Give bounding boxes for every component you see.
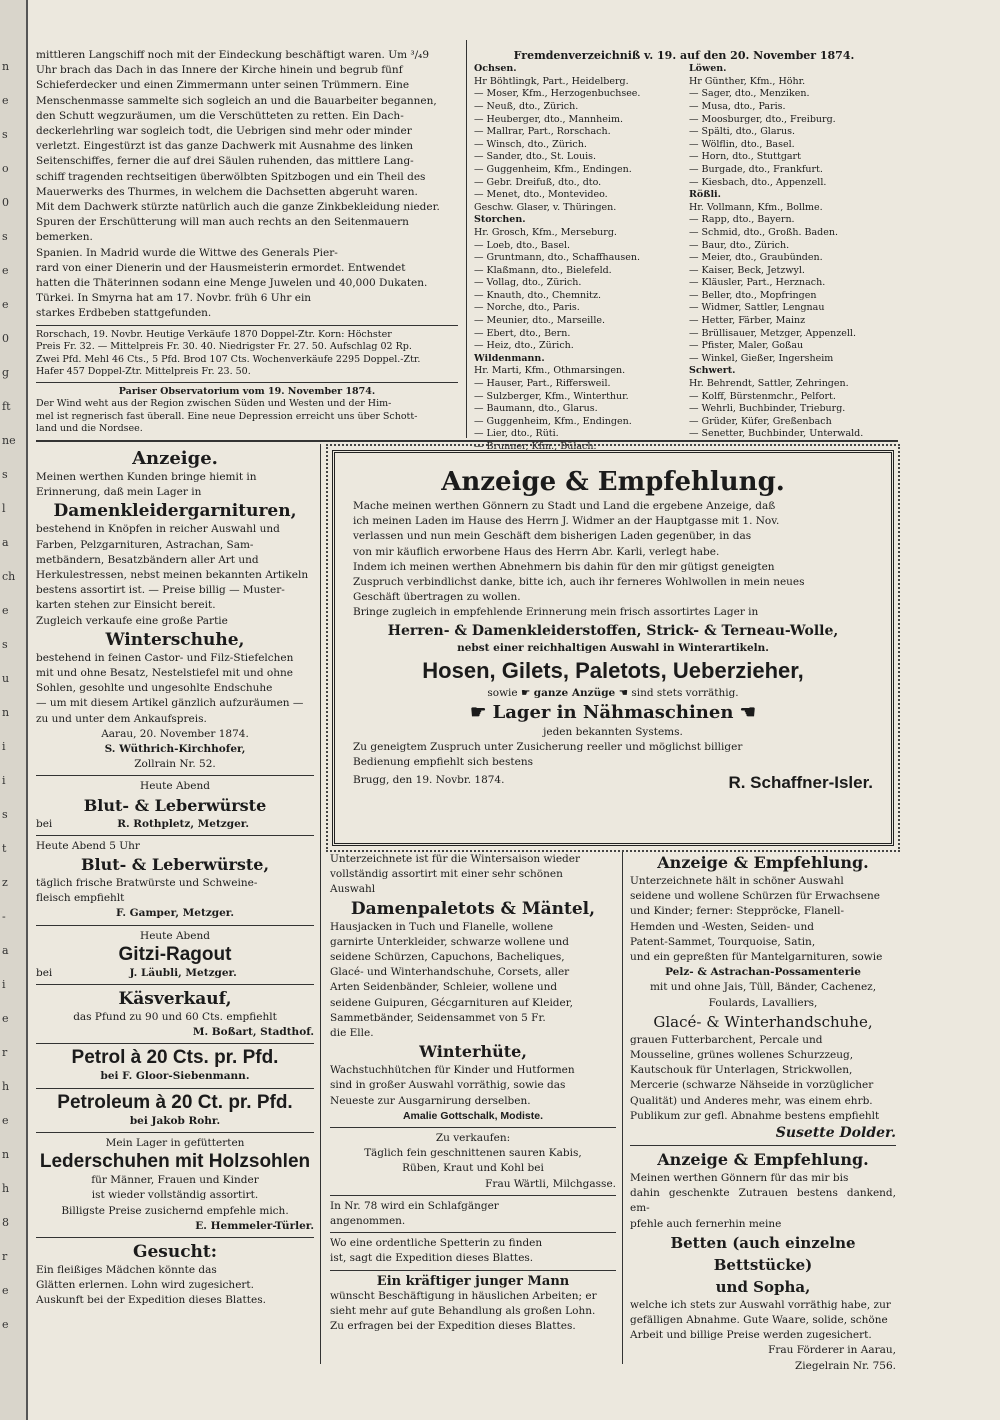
hotel-wildenmann-list (474, 365, 679, 453)
text-line: für Männer, Frauen und Kinder (91, 1174, 259, 1187)
text-line: — Burgade, dto., Frankfurt. (689, 163, 823, 175)
ad4-bei: bei (36, 966, 53, 979)
gottschalk-intro (330, 852, 616, 898)
text-line: Qualität) und Anderes mehr, was einem ehrb. (630, 1094, 873, 1107)
margin-character: i (2, 774, 6, 787)
framed-ad-head1: Herren- & Damenkleiderstoffen, Strick- & Terneau-Wolle, (387, 622, 839, 639)
text-line: Hemden und -Westen, Seiden- und (630, 920, 814, 933)
text-line: — Neuß, dto., Zürich. (474, 100, 579, 112)
text-line: Zu erfragen bei der Expedition dieses Blattes. (330, 1320, 576, 1333)
text-line: zu und unter dem Ankaufspreis. (36, 712, 207, 725)
text-line: — Knauth, dto., Chemnitz. (474, 289, 602, 301)
text-line: Türkei. In Smyrna hat am 17. Novbr. früh 6 Uhr ein (36, 292, 312, 305)
gottschalk-text-2 (330, 1063, 616, 1109)
text-line: ist wieder vollständig assortirt. (91, 1189, 259, 1202)
margin-character: r (2, 1046, 8, 1059)
ad7-head: Petroleum à 20 Ct. pr. Pfd. (57, 1091, 293, 1113)
text-line: Der Wind weht aus der Region zwischen Süden und Westen und der Him- (36, 398, 392, 410)
ad-damenkleider-head: Damenkleidergarnituren, (53, 501, 297, 522)
text-line: und ein gepreßten für Mantelgarnituren, sowie (630, 951, 883, 964)
margin-character: ch (2, 570, 16, 583)
framed-ad-title: Anzeige & Empfehlung. (441, 467, 785, 497)
ads-column-middle (330, 852, 616, 1364)
text-line: — Hetter, Färber, Mainz (689, 315, 806, 327)
text-line: ich meinen Laden im Hause des Herrn J. Widmer an der Hauptgasse mit 1. Nov. (353, 515, 780, 528)
foerderer-text (630, 1171, 896, 1232)
ad9-text (36, 1263, 314, 1309)
left-page-margin (0, 0, 28, 1420)
text-line: Sammetbänder, Seidensammet von 5 Fr. (330, 1011, 546, 1024)
text-line: Mercerie (schwarze Nähseide in vorzüglicher (630, 1079, 874, 1092)
text-line: Auswahl (330, 883, 376, 896)
text-line: — Guggenheim, Kfm., Endingen. (474, 415, 632, 427)
text-line: Indem ich meinen werthen Abnehmern bis dahin für den mir gütigst geneigten (353, 560, 775, 573)
pointing-hand-icon: ☛ (520, 686, 531, 699)
framed-ad-schaffner (332, 450, 894, 846)
framed-ad-head2: Hosen, Gilets, Paletots, Ueberzieher, (422, 657, 804, 683)
ads-column-left (36, 446, 314, 1366)
margin-character: s (2, 128, 8, 141)
margin-character: l (2, 502, 6, 515)
text-line: Auskunft bei der Expedition dieses Blattes. (36, 1294, 266, 1307)
framed-ad-place: Brugg, den 19. Novbr. 1874. (353, 773, 505, 786)
ad5-line: das Pfund zu 90 und 60 Cts. empfiehlt (73, 1011, 277, 1024)
text-line: Unterzeichnete ist für die Wintersaison wieder (330, 853, 581, 865)
text-line: Mousseline, grünes wollenes Schurzzeug, (630, 1049, 854, 1062)
text-line: Täglich fein geschnittenen sauren Kabis, (364, 1147, 582, 1160)
text-line: Billigste Preise zusichernd empfehle mich. (61, 1204, 289, 1217)
ad5-head: Käsverkauf, (118, 989, 232, 1010)
margin-character: 0 (2, 332, 9, 345)
margin-character: t (2, 842, 7, 855)
verkaufen-title: Zu verkaufen: (435, 1132, 511, 1145)
text-line: Rorschach, 19. Novbr. Heutige Verkäufe 1870 Doppel-Ztr. Korn: Höchster (36, 328, 392, 340)
foerderer-signature: Frau Förderer in Aarau, (768, 1344, 896, 1357)
text-line: Hr Günther, Kfm., Höhr. (689, 75, 806, 87)
foerderer-title: Anzeige & Empfehlung. (657, 1150, 869, 1170)
schlafgaenger-text (330, 1199, 616, 1229)
text-line: — Grüder, Küfer, Greßenbach (689, 415, 832, 427)
gottschalk-head2: Winterhüte, (419, 1042, 527, 1062)
text-line: — Musa, dto., Paris. (689, 100, 786, 112)
dolder-text (630, 874, 896, 965)
text-line: Preis Fr. 32. — Mittelpreis Fr. 30. 40. Niedrigster Fr. 27. 50. Aufschlag 02 Rp. (36, 341, 412, 353)
text-line: die Elle. (330, 1027, 374, 1040)
text-line: Meinen werthen Kunden bringe hiemit in (36, 471, 257, 483)
framed-ad-text-2 (353, 740, 873, 770)
text-line: Arbeit und billige Preise werden zugesichert. (630, 1329, 872, 1342)
text-line: In Nr. 78 wird ein Schlafgänger (330, 1199, 499, 1212)
margin-character: h (2, 1182, 10, 1195)
text-line: — Wölflin, dto., Basel. (689, 138, 795, 150)
margin-character: i (2, 978, 6, 991)
text-line: Erinnerung, daß mein Lager in (36, 486, 202, 499)
text-line: rard von einer Dienerin und der Hausmeisterin ermordet. Entwendet (36, 261, 406, 274)
guest-list-title: Fremdenverzeichniß v. 19. auf den 20. November 1874. (513, 49, 855, 62)
text-line: — Ebert, dto., Bern. (474, 327, 571, 339)
ad2-signature: R. Rothpletz, Metzger. (117, 817, 250, 830)
junger-mann-title: Ein kräftiger junger Mann (376, 1273, 570, 1289)
text-line: Zuspruch verbindlichst danke, bitte ich, auch ihr ferneres Wohlwollen in mein neues (353, 576, 805, 589)
text-line: vollständig assortirt mit einer sehr schönen (330, 868, 563, 881)
text-line: — Rapp, dto., Bayern. (689, 214, 795, 226)
ad-anzeige-address: Zollrain Nr. 52. (134, 758, 216, 771)
verkaufen-text (330, 1146, 616, 1176)
text-line: — Pfister, Maler, Goßau (689, 340, 804, 352)
hotel-schwert-list (689, 378, 894, 441)
text-line: Publikum zur gefl. Abnahme bestens empfiehlt (630, 1109, 880, 1122)
text-line: wünscht Beschäftigung in häuslichen Arbeiten; er (330, 1289, 597, 1302)
ad2-top: Heute Abend (140, 780, 210, 793)
text-line: — Baur, dto., Zürich. (689, 239, 790, 251)
margin-character: e (2, 604, 9, 617)
text-line: Patent-Sammet, Tourquoise, Satin, (630, 935, 816, 948)
text-line: — Lier, dto., Rüti. (474, 428, 559, 440)
text-line: — Vollag, dto., Zürich. (474, 277, 582, 289)
text-line: Uhr brach das Dach in das Innere der Kirche hinein und begrub fünf (36, 64, 403, 77)
text-line: gefälligen Abnahme. Gute Waare, solide, schöne (630, 1314, 888, 1327)
text-line: — Brüllisauer, Metzger, Appenzell. (689, 327, 856, 339)
text-line: — Winsch, dto., Zürich. (474, 138, 587, 150)
text-line: — Baumann, dto., Glarus. (474, 403, 598, 415)
hotel-ochsen-title: Ochsen. (474, 63, 517, 75)
text-line: Spuren der Erschütterung will man auch rechts an den Seitenmauern (36, 216, 409, 229)
text-line: — Loeb, dto., Basel. (474, 239, 571, 251)
foerderer-text-2 (630, 1298, 896, 1344)
text-line: Spanien. In Madrid wurde die Wittwe des Generals Pier- (36, 246, 338, 259)
hotel-schwert-title: Schwert. (689, 365, 736, 377)
text-line: seidene Guipuren, Gécgarnituren auf Kleider, (330, 996, 573, 1009)
hotel-ochsen-list (474, 76, 679, 215)
text-line: Menschenmasse sammelte sich sogleich an und die Bauarbeiter begannen, (36, 94, 437, 107)
text-line: starkes Erdbeben stattgefunden. (36, 307, 212, 320)
ad3-signature: F. Gamper, Metzger. (115, 907, 235, 920)
text-line: mel ist regnerisch fast überall. Eine neue Depression erreicht uns über Schott- (36, 410, 418, 422)
text-line: Sohlen, gesohlte und ungesohlte Endschuhe (36, 682, 273, 695)
text-line: verlassen und nun mein Geschäft dem bisherigen Laden gegenüber, in das (353, 530, 752, 543)
ad4-top: Heute Abend (140, 929, 210, 942)
text-line: Foulards, Lavalliers, (708, 996, 818, 1009)
text-line: Wo eine ordentliche Spetterin zu finden (330, 1237, 543, 1250)
text-line: Zwei Pfd. Mehl 46 Cts., 5 Pfd. Brod 107 Cts. Wochenverkäufe 2295 Doppel.-Ztr. (36, 353, 421, 365)
text-line: Hr. Grosch, Kfm., Merseburg. (474, 226, 617, 238)
text-line: pfehle auch fernerhin meine (630, 1217, 782, 1230)
text-line: sieht mehr auf gute Behandlung als großen Lohn. (330, 1305, 596, 1318)
dolder-head2: Glacé- & Winterhandschuhe, (653, 1012, 873, 1031)
market-report (36, 329, 458, 379)
text-line: — Heuberger, dto., Mannheim. (474, 113, 623, 125)
margin-character: n (2, 60, 10, 73)
margin-character: u (2, 672, 10, 685)
text-line: bemerken. (36, 231, 93, 244)
foerderer-address: Ziegelrain Nr. 756. (794, 1359, 896, 1372)
ad-anzeige-text-3 (36, 651, 314, 727)
dolder-signature: Susette Dolder. (775, 1125, 896, 1142)
text-line: Hr Böhtlingk, Part., Heidelberg. (474, 75, 629, 87)
text-line: — Wehrli, Buchbinder, Trieburg. (689, 403, 846, 415)
text-line: dahin geschenkte Zutrauen bestens dankend, em- (630, 1187, 896, 1215)
text-line: mit und ohne Jais, Tüll, Bänder, Cachenez, (649, 981, 877, 994)
text-line: Farben, Pelzgarnituren, Astrachan, Sam- (36, 538, 254, 551)
text-line: Hr. Vollmann, Kfm., Bollme. (689, 201, 823, 213)
text-line: — Klaßmann, dto., Bielefeld. (474, 264, 612, 276)
text-line: Glacé- und Winterhandschuhe, Corsets, aller (330, 966, 570, 979)
text-line: Glätten erlernen. Lohn wird zugesichert. (36, 1279, 254, 1292)
text-line: Zugleich verkaufe eine große Partie (36, 614, 228, 627)
margin-character: e (2, 94, 9, 107)
text-line: — Norche, dto., Paris. (474, 302, 580, 314)
pointing-hand-icon: ☚ (618, 686, 628, 699)
text-line: — Meier, dto., Graubünden. (689, 252, 823, 264)
text-line: — Kiesbach, dto., Appenzell. (689, 176, 827, 188)
guest-list (474, 48, 894, 454)
hotel-loewen-list (689, 76, 894, 189)
ad-winterschuhe-head: Winterschuhe, (105, 629, 245, 650)
ad8-signature: E. Hemmeler-Türler. (195, 1219, 314, 1232)
ad7-signature: bei Jakob Rohr. (129, 1114, 221, 1127)
hotel-wildenmann-title: Wildenmann. (474, 352, 545, 364)
text-line: — um mit diesem Artikel gänzlich aufzuräumen — (36, 697, 304, 710)
verkaufen-signature: Frau Wärtli, Milchgasse. (485, 1177, 616, 1190)
text-line: — Sander, dto., St. Louis. (474, 151, 597, 163)
margin-character: 0 (2, 196, 9, 209)
ad-anzeige-text (36, 470, 314, 500)
pointing-hand-icon: ☚ (733, 702, 756, 724)
text-line: verletzt. Eingestürzt ist das ganze Dachwerk mit Ausnahme des linken (36, 140, 414, 153)
text-line: hatten die Thäterinnen sodann eine Menge Juwelen und 40,000 Dukaten. (36, 277, 428, 290)
text-line: Unterzeichnete hält in schöner Auswahl (630, 875, 844, 887)
text-line: — Moosburger, dto., Freiburg. (689, 113, 836, 125)
dolder-head: Pelz- & Astrachan-Possamenterie (665, 966, 861, 979)
text-line: mit und ohne Besatz, Nestelstiefel mit und ohne (36, 667, 293, 680)
text-line: — Menet, dto., Montevideo. (474, 189, 608, 201)
text-line: Arten Seidenbänder, Schleier, wollene und (330, 981, 558, 994)
text-line: seidene und wollene Schürzen für Erwachsene (630, 890, 880, 903)
framed-ad-line3c: sind stets vorräthig. (631, 686, 739, 699)
margin-character: e (2, 1318, 9, 1331)
text-line: täglich frische Bratwürste und Schweine- (36, 877, 258, 890)
text-line: karten stehen zur Einsicht bereit. (36, 599, 216, 612)
text-line: — Kolff, Bürstenmchr., Pelfort. (689, 390, 836, 402)
framed-ad-line2: nebst einer reichhaltigen Auswahl in Winterartikeln. (457, 641, 769, 654)
dolder-title: Anzeige & Empfehlung. (657, 853, 869, 872)
framed-ad-head3: Lager in Nähmaschinen (492, 702, 734, 724)
margin-character: n (2, 1148, 10, 1161)
text-line: metbändern, Besatzbändern aller Art und (36, 553, 259, 566)
text-line: garnirte Unterkleider, schwarze wollene und (330, 935, 569, 948)
text-line: — Heiz, dto., Zürich. (474, 340, 574, 352)
margin-character: e (2, 1114, 9, 1127)
text-line: schiff tragenden rechtseitigen überwölbten Spitzbogen und ein Theil des (36, 170, 426, 183)
gottschalk-text (330, 920, 616, 1042)
ad2-head: Blut- & Leberwürste (83, 795, 267, 815)
margin-character: i (2, 740, 6, 753)
hotel-roessli-title: Rößli. (689, 189, 721, 201)
margin-character: s (2, 230, 8, 243)
text-line: sind in großer Auswahl vorräthig, sowie das (330, 1079, 566, 1092)
text-line: Mache meinen werthen Gönnern zu Stadt und Land die ergebene Anzeige, daß (353, 500, 776, 512)
text-line: — Gebr. Dreifuß, dto., dto. (474, 176, 602, 188)
text-line: ist, sagt die Expedition dieses Blattes. (330, 1252, 534, 1265)
margin-character: e (2, 264, 9, 277)
junger-mann-text (330, 1289, 616, 1335)
margin-character: e (2, 298, 9, 311)
dolder-text-3 (630, 1033, 896, 1124)
text-line: — Beller, dto., Mopfringen (689, 289, 817, 301)
margin-character: h (2, 1080, 10, 1093)
margin-character: r (2, 1250, 8, 1263)
text-line: — Guggenheim, Kfm., Endingen. (474, 163, 632, 175)
text-line: fleisch empfiehlt (36, 892, 125, 905)
text-line: — Sager, dto., Menziken. (689, 88, 810, 100)
text-line: Hr. Behrendt, Sattler, Zehringen. (689, 378, 849, 390)
text-line: angenommen. (330, 1215, 406, 1228)
margin-character: o (2, 162, 9, 175)
text-line: — Meunier, dto., Marseille. (474, 315, 606, 327)
ad4-head: Gitzi-Ragout (118, 943, 232, 965)
dolder-text-2 (630, 980, 896, 1010)
text-line: land und die Nordsee. (36, 423, 143, 435)
margin-character: s (2, 638, 8, 651)
text-line: — Kläusler, Part., Herznach. (689, 277, 826, 289)
margin-character: z (2, 876, 8, 889)
margin-character: ne (2, 434, 16, 447)
text-line: — Senetter, Buchbinder, Unterwald. (689, 428, 864, 440)
text-line: Kautschouk für Unterlagen, Strickwollen, (630, 1064, 853, 1077)
text-line: seidene Schürzen, Capuchons, Bacheliques, (330, 951, 565, 964)
text-line: Hausjacken in Tuch und Flanelle, wollene (330, 920, 554, 933)
ad-anzeige-signature: S. Wüthrich-Kirchhofer, (104, 743, 246, 756)
ad8-top: Mein Lager in gefütterten (105, 1136, 245, 1149)
text-line: — Sulzberger, Kfm., Winterthur. (474, 390, 629, 402)
ad8-head: Lederschuhen mit Holzsohlen (39, 1151, 311, 1173)
text-line: grauen Futterbarchent, Percale und (630, 1033, 823, 1046)
text-line: Seitenschiffes, ferner die auf drei Säulen ruhenden, das mittlere Lang- (36, 155, 414, 168)
hotel-storchen-list (474, 227, 679, 353)
ad9-head: Gesucht: (132, 1241, 218, 1262)
ads-column-right (630, 852, 896, 1372)
text-line: — Widmer, Sattler, Lengnau (689, 302, 825, 314)
ad3-top: Heute Abend 5 Uhr (36, 839, 140, 852)
gottschalk-signature: Amalie Gottschalk, Modiste. (402, 1109, 544, 1122)
margin-character: n (2, 706, 10, 719)
hotel-roessli-list (689, 202, 894, 366)
text-line: Bringe zugleich in empfehlende Erinnerung mein frisch assortirtes Lager in (353, 606, 759, 619)
text-line: Bedienung empfiehlt sich bestens (353, 756, 533, 769)
gottschalk-head: Damenpaletots & Mäntel, (350, 898, 596, 919)
text-line: — Spälti, dto., Glarus. (689, 126, 796, 138)
margin-character: e (2, 1012, 9, 1025)
ad3-head: Blut- & Leberwürste, (80, 855, 270, 875)
margin-character: ft (2, 400, 11, 413)
text-line: Mauerwerks des Thurmes, in welchem die Dachsetten abgeruht waren. (36, 185, 418, 198)
news-column (36, 48, 458, 436)
text-line: Rüben, Kraut und Kohl bei (402, 1162, 544, 1175)
spetterin-text (330, 1236, 616, 1266)
column-divider (622, 850, 623, 1364)
ad6-signature: bei F. Gloor-Siebenmann. (100, 1070, 250, 1083)
framed-ad-text (353, 499, 873, 621)
ad-anzeige-place: Aarau, 20. November 1874. (101, 727, 249, 740)
text-line: Meinen werthen Gönnern für das mir bis (630, 1172, 849, 1185)
text-line: Wachstuchhütchen für Kinder und Hutformen (330, 1064, 575, 1077)
margin-character: a (2, 944, 9, 957)
ad8-text (36, 1173, 314, 1219)
foerderer-head2: und Sopha, (715, 1277, 811, 1296)
text-line: — Hauser, Part., Riffersweil. (474, 378, 611, 390)
text-line: von mir käuflich erworbene Haus des Herrn Abr. Karli, verlegt habe. (353, 545, 720, 558)
ad2-bei: bei (36, 817, 53, 830)
pointing-hand-icon: ☛ (470, 702, 493, 724)
text-line: Geschw. Glaser, v. Thüringen. (474, 201, 617, 213)
weather-title: Pariser Observatorium vom 19. November 1874. (118, 385, 376, 397)
ad5-signature: M. Boßart, Stadthof. (192, 1026, 314, 1039)
text-line: bestehend in Knöpfen in reicher Auswahl und (36, 523, 280, 536)
text-line: — Gruntmann, dto., Schaffhausen. (474, 252, 641, 264)
margin-character: - (2, 910, 6, 923)
text-line: Ein fleißiges Mädchen könnte das (36, 1263, 217, 1276)
text-line: Schieferdecker und einen Zimmermann unter seinen Trümmern. Eine (36, 79, 410, 92)
framed-ad-line3a: sowie (487, 686, 518, 699)
text-line: Hafer 457 Doppel-Ztr. Mittelpreis Fr. 23. 50. (36, 366, 251, 378)
hotel-loewen-title: Löwen. (689, 63, 727, 75)
ad4-signature: J. Läubli, Metzger. (129, 966, 237, 979)
text-line: — Mallrar, Part., Rorschach. (474, 126, 611, 138)
ad-anzeige-text-2 (36, 522, 314, 628)
margin-character: 8 (2, 1216, 9, 1229)
ad3-text (36, 876, 314, 906)
framed-ad-line3b: ganze Anzüge (533, 686, 616, 699)
text-line: bestens assortirt ist. — Preise billig — Muster- (36, 584, 285, 597)
margin-character: a (2, 536, 9, 549)
text-line: — Moser, Kfm., Herzogenbuchsee. (474, 88, 641, 100)
text-line: welche ich stets zur Auswahl vorräthig habe, zur (630, 1298, 891, 1311)
text-line: Geschäft übertragen zu wollen. (353, 591, 521, 604)
text-line: bestehend in feinen Castor- und Filz-Stiefelchen (36, 651, 294, 664)
text-line: und Kinder; ferner: Steppröcke, Flanell- (630, 905, 845, 918)
framed-ad-line4: jeden bekannten Systems. (543, 726, 683, 739)
text-line: Hr. Marti, Kfm., Othmarsingen. (474, 365, 626, 377)
ad-anzeige-title: Anzeige. (132, 448, 218, 469)
column-divider (320, 444, 321, 1364)
text-line: Herkulestressen, nebst meinen bekannten Artikeln (36, 569, 309, 582)
text-line: — Brunner, Kfm., Bülach. (474, 441, 597, 453)
news-text (36, 48, 458, 322)
weather-report (36, 398, 458, 436)
ad6-head: Petrol à 20 Cts. pr. Pfd. (71, 1047, 279, 1069)
text-line: Neueste zur Ausgarnirung derselben. (330, 1094, 531, 1107)
text-line: — Horn, dto., Stuttgart (689, 151, 801, 163)
hotel-storchen-title: Storchen. (474, 214, 526, 226)
text-line: Mit dem Dachwerk stürzte natürlich auch die ganze Zinkbekleidung nieder. (36, 201, 440, 214)
text-line: deckerlehrling war sogleich todt, die Uebrigen sind mehr oder minder (36, 125, 412, 138)
text-line: — Kaiser, Beck, Jetzwyl. (689, 264, 805, 276)
text-line: Zu geneigtem Zuspruch unter Zusicherung reeller und möglichst billiger (353, 741, 743, 754)
margin-character: g (2, 366, 10, 379)
margin-character: s (2, 468, 8, 481)
text-line: — Schmid, dto., Großh. Baden. (689, 226, 838, 238)
text-line: den Schutt wegzuräumen, um die Verschütteten zu retten. Ein Dach- (36, 109, 404, 122)
framed-ad-signature: R. Schaffner-Isler. (728, 772, 873, 792)
text-line: — Winkel, Gießer, Ingersheim (689, 352, 834, 364)
foerderer-head: Betten (auch einzelne Bettstücke) (670, 1233, 856, 1274)
margin-character: s (2, 808, 8, 821)
column-divider (466, 40, 467, 438)
margin-character: e (2, 1284, 9, 1297)
text-line: mittleren Langschiff noch mit der Eindeckung beschäftigt waren. Um ³/₄9 (36, 49, 430, 61)
